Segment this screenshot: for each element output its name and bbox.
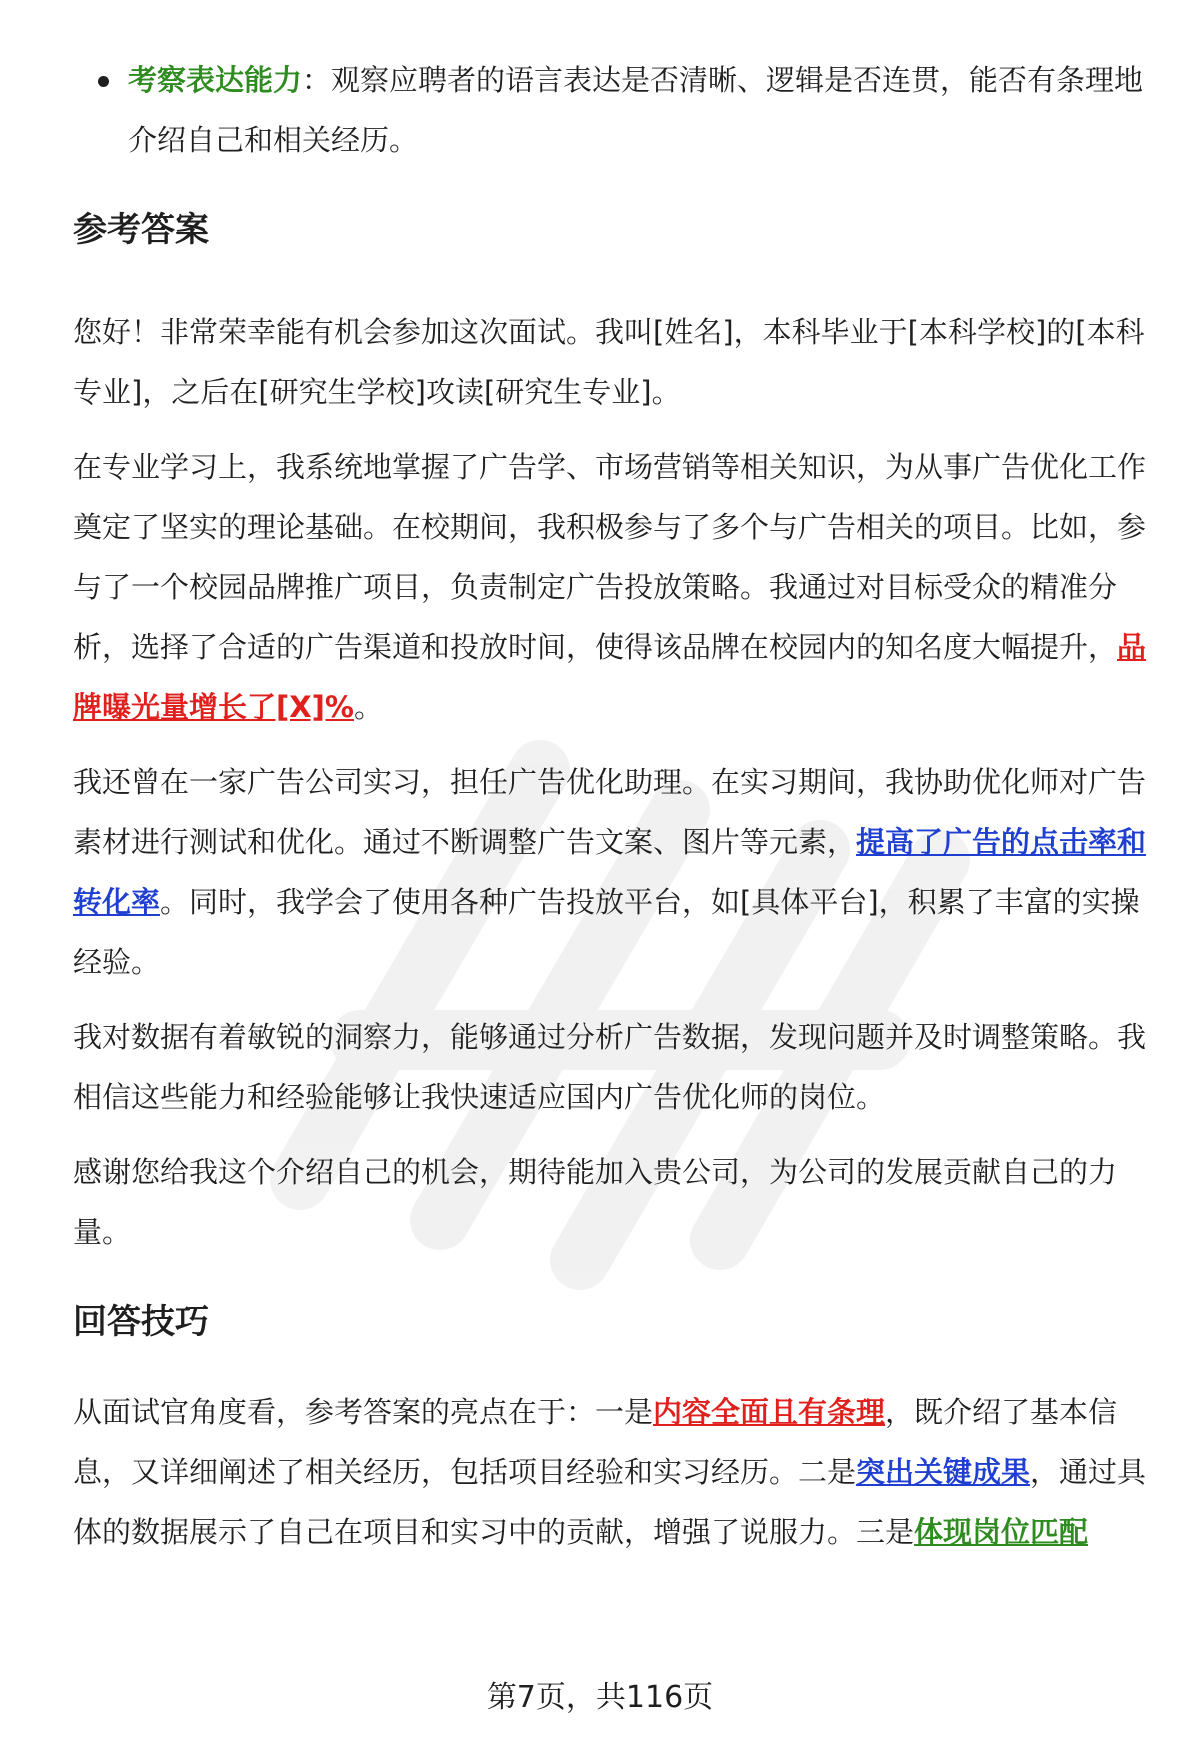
page-number: 第7页，共116页 [486,1680,714,1715]
highlight-job-match: 体现岗位匹配 [914,1515,1089,1549]
bullet-label: 考察表达能力 [128,63,303,97]
answer-paragraph-3-text: 我还曾在一家广告公司实习，担任广告优化助理。在实习期间，我协助优化师对广告素材进行测试和优化。通过不断调整广告文案、图片等元素， [73,765,1147,859]
tips-text-a: 从面试官角度看，参考答案的亮点在于：一是 [73,1395,654,1429]
bullet-dot-icon [98,76,109,87]
highlight-exposure-growth: 品牌曝光量增长了[X]% [73,630,1147,724]
answer-paragraph-2-end: 。 [353,690,383,724]
highlight-ctr-conversion: 提高了广告的点击率和转化率 [73,825,1147,919]
answer-paragraph-3-end: 。同时，我学会了使用各种广告投放平台，如[具体平台]，积累了丰富的实操经验。 [73,885,1140,979]
answer-paragraph-2-text: 在专业学习上，我系统地掌握了广告学、市场营销等相关知识，为从事广告优化工作奠定了坚实的理论基础。在校期间，我积极参与了多个与广告相关的项目。比如，参与了一个校园品牌推广项目，负责制定广告投放策略。我通过对目标受众的精准分析，选择了合适的广告渠道和投放时间，使得该品牌在校园内的知名度大幅提升， [73,450,1147,664]
highlight-key-results: 突出关键成果 [856,1455,1031,1489]
answer-paragraph-1: 您好！非常荣幸能有机会参加这次面试。我叫[姓名]，本科毕业于[本科学校]的[本科专业]，之后在[研究生学校]攻读[研究生专业]。 [73,315,1145,409]
tips-paragraph-1 [73,1382,1148,1562]
answer-paragraph-5: 感谢您给我这个介绍自己的机会，期待能加入贵公司，为公司的发展贡献自己的力量。 [73,1155,1118,1249]
section-heading-reference-answer: 参考答案 [73,210,209,250]
tips-text-c: ，通过具体的数据展示了自己在项目和实习中的贡献，增强了说服力。三是 [73,1455,1147,1549]
bullet-text: ：观察应聘者的语言表达是否清晰、逻辑是否连贯，能否有条理地介绍自己和相关经历。 [128,63,1144,157]
answer-paragraph-4: 我对数据有着敏锐的洞察力，能够通过分析广告数据，发现问题并及时调整策略。我相信这些能力和经验能够让我快速适应国内广告优化师的岗位。 [73,1020,1147,1114]
document-body [73,50,1148,1562]
answer-paragraph-2 [73,437,1148,737]
bullet-item [73,50,1148,170]
tips-text-b: ，既介绍了基本信息，又详细阐述了相关经历，包括项目经验和实习经历。二是 [73,1395,1118,1489]
section-heading-answer-tips: 回答技巧 [73,1302,209,1342]
highlight-comprehensive: 内容全面且有条理 [653,1395,886,1429]
answer-paragraph-3 [73,752,1148,992]
